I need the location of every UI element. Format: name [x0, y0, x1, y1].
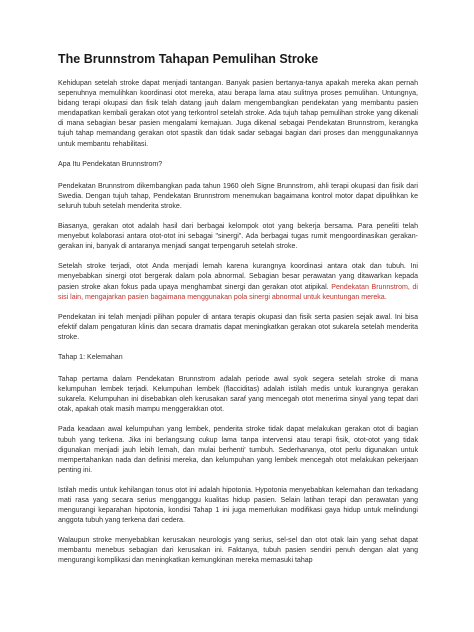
paragraph-neurological-damage: Walaupun stroke menyebabkan kerusakan neurologis yang serius, sel-sel dan otot otak lain yang sehat dapat membantu menebus sebagian dari kerusakan ini. Faktanya, tubuh pasien sendiri penuh dengan alat yang mengurangi komplikasi dan meningkatkan kemungkinan mereka memasuki tahap: [58, 537, 418, 565]
section-heading-brunnstrom: Apa Itu Pendekatan Brunnstrom?: [58, 160, 163, 168]
paragraph-synergy: Biasanya, gerakan otot adalah hasil dari berbagai kelompok otot yang bekerja bersama. Para peneliti telah menyebut kolaborasi antara otot-otot ini sebagai "sinergi". Ada berbagai tugas rumit mengoordinasikan gerakan-gerakan ini, banyak di antaranya menjadi sangat terpengaruh setelah stroke.: [58, 223, 418, 251]
paragraph-stage-1-flaccid: Pada keadaan awal kelumpuhan yang lembek, penderita stroke tidak dapat melakukan gerakan otot di bagian tubuh yang terkena. Jika ini berlangsung cukup lama tanpa intervensi atau terapi fisik, otot-otot yang tidak digunakan menjadi jauh lebih lemah, dan mulai berhenti' tumbuh. Sederhananya, otot perlu digunakan untuk mempertahankan nada dan definisi mereka, dan kelumpuhan yang lembek mencegah otot melakukan pekerjaan penting ini.: [58, 426, 418, 474]
paragraph-after-stroke: [58, 262, 418, 302]
paragraph-origin: Pendekatan Brunnstrom dikembangkan pada tahun 1960 oleh Signe Brunnstrom, ahli terapi okupasi dan fisik dari Swedia. Dengan tujuh tahap, Pendekatan Brunnstrom menemukan bagaimana kontrol motor dapat dipulihkan ke seluruh tubuh setelah menderita stroke.: [58, 182, 418, 210]
paragraph-stage-1-intro: Tahap pertama dalam Pendekatan Brunnstrom adalah periode awal syok segera setelah stroke di mana kelumpuhan lembek terjadi. Kelumpuhan lembek (flacciditas) adalah istilah medis untuk kurangnya gerakan sukarela. Kelumpuhan ini disebabkan oleh kerusakan saraf yang mencegah otot menerima sinyal yang tepat dari otak, apakah otak masih mampu menggerakkan otot.: [58, 376, 418, 414]
paragraph-hypotonia: Istilah medis untuk kehilangan tonus otot ini adalah hipotonia. Hypotonia menyebabkan kelemahan dan terkadang mati rasa yang secara serius mengganggu kualitas hidup pasien. Selain latihan terapi dan perawatan yang mengurangi keparahan hipotonia, kondisi Tahap 1 ini juga memerlukan modifikasi gaya hidup untuk melindungi anggota tubuh yang terkena dari cedera.: [58, 486, 418, 525]
section-heading-stage-1: Tahap 1: Kelemahan: [58, 353, 123, 361]
highlighted-sentence: Pendekatan Brunnstrom, di sisi lain, mengajarkan pasien bagaimana menggunakan pola sinergi abnormal untuk keuntungan mereka.: [58, 283, 418, 301]
document-page: [58, 52, 418, 577]
document-title: The Brunnstrom Tahapan Pemulihan Stroke: [58, 52, 319, 66]
paragraph-popularity: Pendekatan ini telah menjadi pilihan populer di antara terapis okupasi dan fisik serta pasien sejak awal. Ini bisa efektif dalam pengaturan klinis dan secara dramatis dapat meningkatkan gerakan otot sukarela setelah menderita stroke.: [58, 313, 418, 341]
paragraph-after-stroke-text: Setelah stroke terjadi, otot Anda menjadi lemah karena kurangnya koordinasi antara otak dan tubuh. Ini menyebabkan sinergi otot bergerak dalam pola abnormal. Sebagian besar perawatan yang ditawarkan kepada pasien stroke akan fokus pada upaya menghambat sinergi dan gerakan otot atipikal.: [58, 263, 418, 291]
paragraph-intro: Kehidupan setelah stroke dapat menjadi tantangan. Banyak pasien bertanya-tanya apakah mereka akan pernah sepenuhnya memulihkan koordinasi otot mereka, atau berapa lama atau sulitnya proses pemulihan. Untungnya, bidang terapi okupasi dan fisik telah datang jauh dalam mengembangkan pendekatan yang membantu pasien mendapatkan kembali gerakan otot yang terkontrol setelah stroke. Ada tujuh tahap pemulihan stroke yang dikenali di mana sebagian besar pasien mengalami kemajuan. Juga dikenal sebagai Pendekatan Brunnstrom, kerangka tujuh tahap memandang gerakan otot spastik dan tidak sadar sebagai bagian dari proses dan menggunakannya untuk membantu rehabilitasi.: [58, 80, 418, 148]
